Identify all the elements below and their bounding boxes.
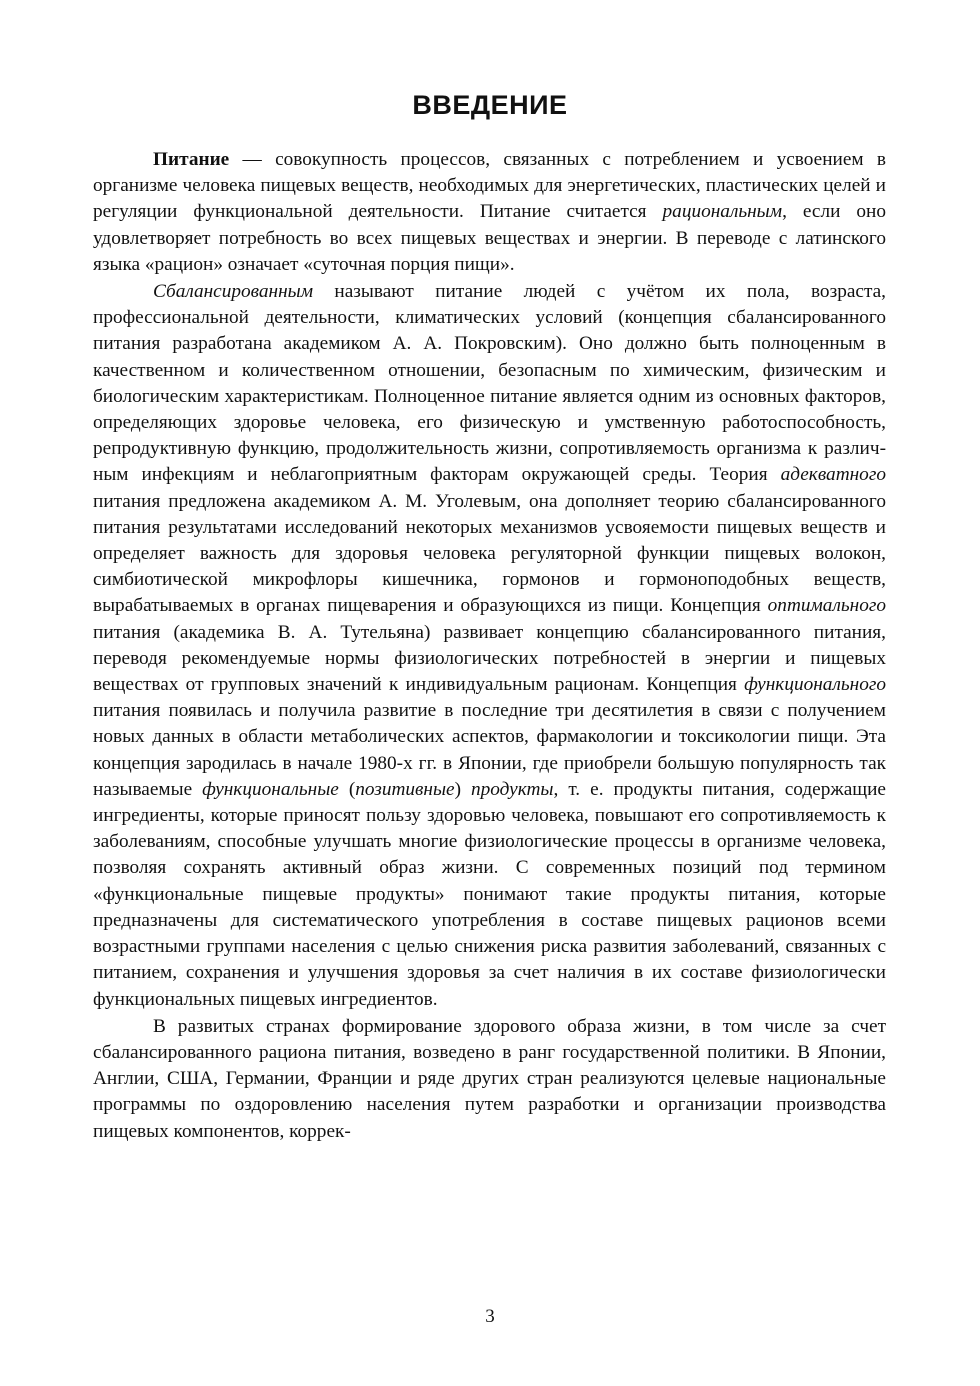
text-run: ( <box>338 778 356 800</box>
body-text <box>93 147 886 1145</box>
bold-term: Питание <box>153 149 230 170</box>
italic-term: функционального <box>744 674 886 696</box>
text-run: — совокупность процессов, связанных с потреблением и усвоением в организме человека пищевых веществ, необходимых для энергетических, пластических целей и регуляции функциональной деятельности. Питание считается <box>93 149 886 223</box>
paragraph-2 <box>93 279 886 1013</box>
italic-term: позитивные <box>355 778 455 800</box>
text-run: , если оно удовлетворяет потребность во всех пищевых веществах и энергии. В переводе с латинского языка «рацион» означает «суточная порция пищи». <box>93 201 886 275</box>
text-run: питания предложена академиком А. М. Уголевым, она дополняет теорию сбалансированного питания результатами исследований некоторых механизмов усвояемости пищевых веществ и определяет важность для здоровья человека регуляторной функции пищевых волокон, симбиотической микрофлоры кишечника, гормонов и гормоноподобных веществ, вырабатываемых в органах пищеварения и образующихся из пищи. Концепция <box>93 490 886 617</box>
page-title: ВВЕДЕНИЕ <box>412 90 568 120</box>
text-run: питания (академика В. А. Тутельяна) развивает концепцию сбалансированного питания, переводя рекомендуемые нормы физиологических потребностей в энергии и пищевых веществах от групповых значений к индивидуальным рационам. Концепция <box>93 621 886 696</box>
italic-term: продукты <box>471 778 554 800</box>
italic-term: адекватного <box>780 464 886 486</box>
text-run: , т. е. продукты питания, содержащие ингредиенты, которые приносят пользу здоровью человека, повышают его сопротивляемость к заболеваниям, способные улучшать многие физиологические процессы в организме человека, позволяя сохранять активный образ жизни. С современных позиций под термином «функциональные пищевые продукты» понимают такие продукты питания, которые предназначены для систематического употребления в составе пищевых рационов всеми возрастными группами населения с целью снижения риска развития заболеваний, связанных с питанием, сохранения и улучшения здоровья за счет наличия в их составе физиологически функциональных пищевых ингредиентов. <box>93 778 886 1010</box>
italic-term: рациональным <box>662 201 783 223</box>
italic-term: оптимального <box>767 595 886 617</box>
text-run: называют питание людей с учётом их пола, возраста, профессиональной деятельности, климатических условий (концепция сбалансированного питания разработана академиком А. А. Покровским). Оно должно быть полноценным в качественном и количественном отношении, безопасным по химическим, физическим и биологическим характеристикам. Полноценное питание является одним из основных факторов, определяющих здоровье человека, его физическую и умственную работоспособность, репродуктивную функцию, продолжительность жизни, сопротивляемость организма к различным инфекциям и неблагоприятным факторам окружающей среды. Теория <box>93 281 886 486</box>
text-run: питания появилась и получила развитие в последние три десятилетия в связи с получением новых данных в области метаболических аспектов, фармакологии и токсикологии пищи. Эта концепция зародилась в начале 1980-х гг. в Японии, где приобрели большую популярность так называемые <box>93 700 886 800</box>
paragraph-3 <box>93 1014 886 1145</box>
italic-term: функциональные <box>202 778 339 800</box>
paragraph-1 <box>93 147 886 278</box>
italic-term: Сбалансированным <box>153 281 314 303</box>
page-number: 3 <box>485 1306 495 1327</box>
text-run: ) <box>454 778 472 800</box>
text-run: В развитых странах формирование здорового образа жизни, в том числе за счет сбалансированного рациона питания, возведено в ранг государственной политики. В Японии, Англии, США, Германии, Франции и ряде других стран реализуются целевые национальные программы по оздоровлению населения путем разработки и организации производства пищевых компонентов, коррек- <box>93 1015 886 1142</box>
